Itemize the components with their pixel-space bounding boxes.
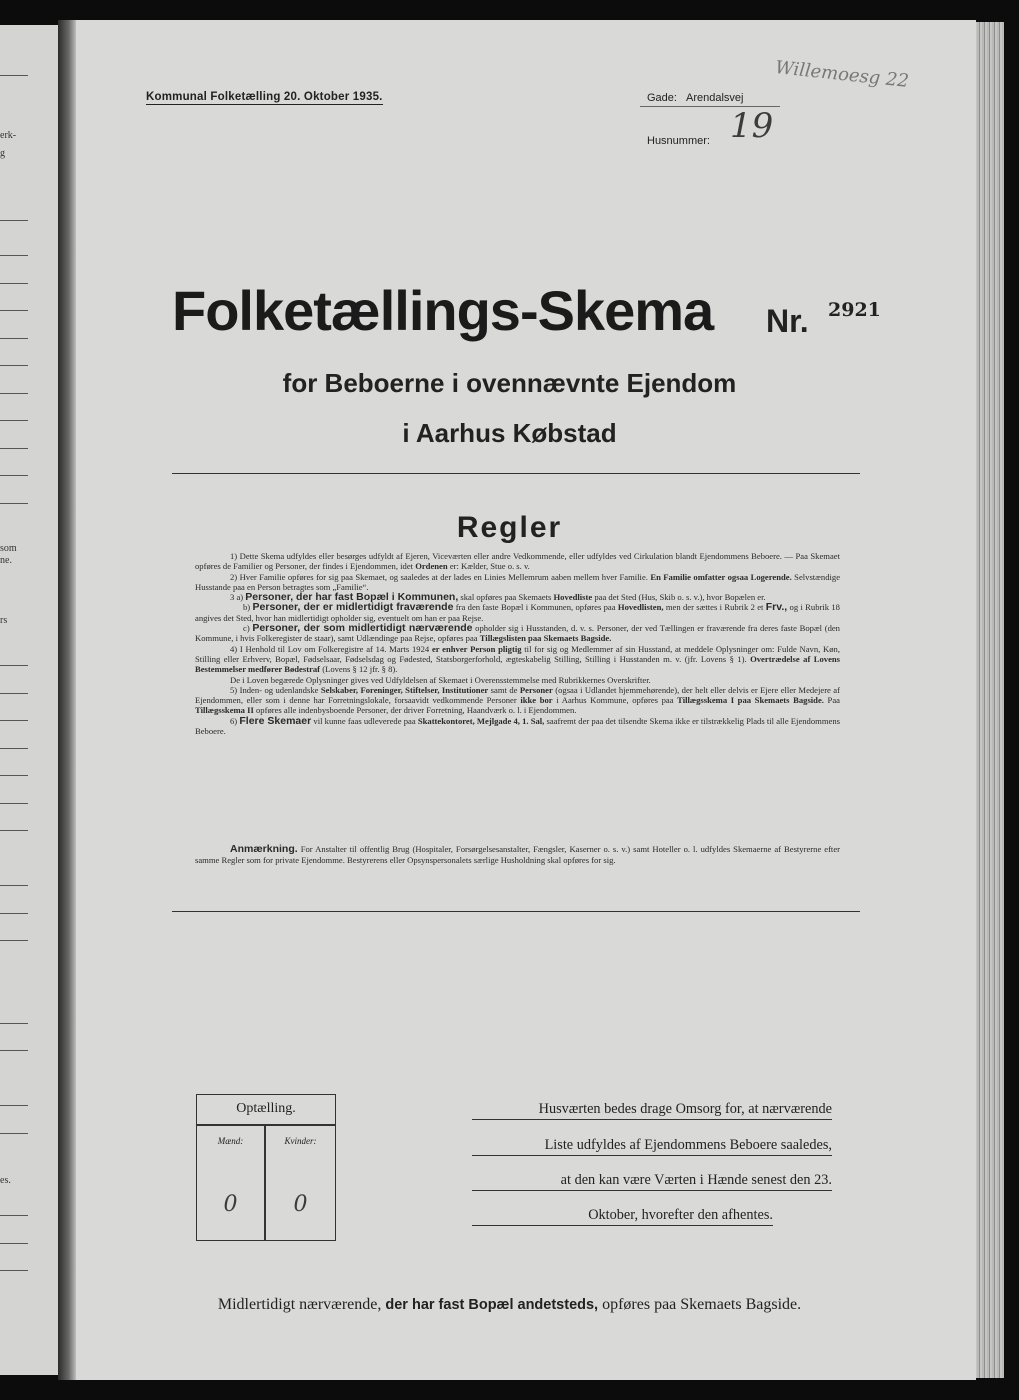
left-page-rule bbox=[0, 665, 28, 666]
left-page-rule bbox=[0, 365, 28, 366]
left-page-rule bbox=[0, 503, 28, 504]
tally-men-label: Mænd: bbox=[217, 1136, 244, 1146]
rule-3c bbox=[195, 623, 840, 644]
rule-text: 3 a) bbox=[230, 592, 244, 603]
form-number-value: 2921 bbox=[828, 299, 881, 321]
form-subtitle-location: i Aarhus Købstad bbox=[402, 418, 617, 448]
rule-bold: Personer, der er midlertidigt fraværende bbox=[252, 601, 454, 614]
left-page-fragment: erk- bbox=[0, 130, 17, 141]
rule-bold: Flere Skemaer bbox=[239, 714, 312, 727]
annotation-note-text: For Anstalter til offentlig Brug (Hospitaler, Forsørgelsesanstalter, Fængsler, Kaserner o. s. v.) samt Hoteller o. l. udfyldes Skemaerne af Bestyrerne efter samme Regler som for private Ejendomme. Bestyrerens eller Opsynspersonalets særlige Husholdning skal opføres for sig. bbox=[195, 844, 840, 865]
footer-note bbox=[0, 1296, 1019, 1314]
rule-text: 2) Hver Familie opføres for sig paa Skemaet, og saaledes at der lades en Linies Mellemrum aaben mellem hver Familie. bbox=[230, 571, 648, 582]
left-page-rule bbox=[0, 220, 28, 221]
rule-text: i Aarhus Kommune, opføres paa bbox=[556, 695, 674, 706]
left-page-rule bbox=[0, 885, 28, 886]
left-page-fragment: g bbox=[0, 148, 5, 159]
rules-heading: Regler bbox=[456, 511, 563, 544]
rule-bold: Tillægsskema II bbox=[195, 705, 254, 716]
rule-text: fra den faste Bopæl i Kommunen, opføres paa bbox=[455, 602, 616, 613]
rule-bold: Frv., bbox=[765, 601, 788, 614]
form-subtitle: for Beboerne i ovennævnte Ejendom bbox=[282, 368, 737, 398]
left-page-rule bbox=[0, 1215, 28, 1216]
left-page-rule bbox=[0, 475, 28, 476]
rule-text: vil kunne faas udleverede paa bbox=[313, 715, 416, 726]
left-page-rule bbox=[0, 693, 28, 694]
left-page-rule bbox=[0, 720, 28, 721]
left-page-fragment: es. bbox=[0, 1175, 11, 1186]
tally-women-label: Kvinder: bbox=[284, 1136, 317, 1146]
left-page-rule bbox=[0, 913, 28, 914]
rule-bold: Personer, der som midlertidigt nærværende bbox=[252, 622, 473, 635]
tally-women-value: 0 bbox=[293, 1192, 308, 1217]
rule-text: samt de bbox=[490, 684, 518, 695]
notice-line: Husværten bedes drage Omsorg for, at nærværende bbox=[472, 1101, 832, 1120]
footer-bold: der har fast Bopæl andetsteds, bbox=[385, 1297, 599, 1313]
rule-6 bbox=[195, 716, 840, 737]
footer-text: Midlertidigt nærværende, bbox=[217, 1296, 382, 1313]
rule-text: b) bbox=[243, 602, 251, 613]
left-page-rule bbox=[0, 775, 28, 776]
rule-text: De i Loven begærede Oplysninger gives ved Udfyldelsen af Skemaet i Overensstemmelse med Rubrikkernes Overskrifter. bbox=[230, 674, 651, 685]
rule-bold: Tillægsskema I paa Skemaets Bagside. bbox=[677, 695, 824, 706]
left-page-fragment: som bbox=[0, 543, 17, 554]
left-page-rule bbox=[0, 1105, 28, 1106]
census-header-title: Kommunal Folketælling 20. Oktober 1935. bbox=[146, 91, 383, 103]
rule-text: Selvstændige Husstande paa en Person betragtes som „Familie“. bbox=[195, 571, 841, 592]
rule-text: opholder sig i Husstanden, d. v. s. Personer, der ved Tællingen er fraværende fra deres faste Bopæl (den Kommune, i hvis Folkeregister de staar), samt Udlændinge paa Rejse, opføres paa bbox=[195, 623, 840, 644]
rule-3b bbox=[195, 602, 840, 623]
annotation-note-label: Anmærkning. bbox=[230, 843, 298, 855]
rule-text: saafremt der paa det tilsendte Skema ikke er tilstrækkelig Plads til alle Ejendommens Beboere. bbox=[195, 715, 840, 737]
tally-title: Optælling. bbox=[236, 1101, 296, 1116]
rule-text: er: Kælder, Stue o. s. v. bbox=[449, 561, 530, 572]
left-page-rule bbox=[0, 803, 28, 804]
left-page-rule bbox=[0, 830, 28, 831]
rule-text: men der sættes i Rubrik 2 et bbox=[665, 602, 764, 613]
rule-5 bbox=[195, 685, 840, 716]
rule-text: 6) bbox=[230, 715, 238, 726]
rule-bold: Personer bbox=[519, 684, 553, 695]
handwritten-annotation: Willemoesg 22 bbox=[774, 57, 910, 92]
left-page-rule bbox=[0, 310, 28, 311]
rules-text bbox=[195, 551, 840, 736]
rule-bold: er enhver Person pligtig bbox=[431, 643, 522, 654]
left-page-rule bbox=[0, 1270, 28, 1271]
tally-divider bbox=[196, 1124, 336, 1126]
rule-bold: Overtrædelse af Lovens Bestemmelser medfører Bødestraf bbox=[195, 653, 841, 675]
rule-bold: Ordenen bbox=[415, 561, 448, 572]
rule-bold: Hovedlisten, bbox=[617, 602, 664, 613]
tally-men-value: 0 bbox=[223, 1192, 238, 1217]
rule-bold: Tillægslisten paa Skemaets Bagside. bbox=[479, 633, 612, 644]
rule-text: opføres alle indenbysboende Personer, der driver Forretning, Haandværk o. l. i Ejendommen. bbox=[255, 705, 577, 716]
rule-4 bbox=[195, 644, 840, 675]
book-gutter bbox=[58, 20, 76, 1380]
rule-text: 5) Inden- og udenlandske bbox=[230, 684, 319, 695]
form-number-label: Nr. bbox=[766, 303, 809, 339]
gade-label: Gade: bbox=[647, 92, 677, 104]
rule-text: 4) I Henhold til Lov om Folkeregistre af 14. Marts 1924 bbox=[230, 643, 430, 654]
annotation-note bbox=[195, 844, 840, 865]
rule-1 bbox=[195, 551, 840, 572]
rule-text: skal opføres paa Skemaets bbox=[460, 592, 552, 603]
notice-line: at den kan være Værten i Hænde senest den 23. bbox=[472, 1172, 832, 1191]
rule-text: (ogsaa i Udlandet hjemmehørende), der helt eller delvis er Ejere eller Medejere af Ejendommen, eller som i denne har Forretningslokale, forsaavidt vedkommende Personer bbox=[195, 684, 840, 706]
rule-4-extra bbox=[195, 675, 840, 685]
rule-text: til for sig og Medlemmer af sin Husstand, at meddele Oplysninger om: Fulde Navn, Køn, Stilling eller Erhverv, Bopæl, Fødselsaar, Fødselsdag og Fødested, Statsborgerforhold, ægteskabelig Stilling, Stilling i Husstanden m. v. (jfr. Lovens § 1). bbox=[195, 643, 840, 664]
left-page-edge bbox=[0, 25, 58, 1375]
rule-text: 1) Dette Skema udfyldes eller besørges udfyldt af Ejeren, Viceværten eller andre Vedkommende, eller udfyldes ved Cirkulation blandt Ejendommens Beboere. — Paa Skemaet opføres de Familier og Personer, der findes i Ejendommen, idet bbox=[195, 551, 840, 572]
left-page-rule bbox=[0, 338, 28, 339]
left-page-rule bbox=[0, 283, 28, 284]
form-title: Folketællings-Skema bbox=[172, 279, 714, 342]
rule-bold: Hovedliste bbox=[553, 592, 593, 603]
rule-bold: ikke bor bbox=[520, 695, 553, 706]
footer-text: opføres paa Skemaets Bagside. bbox=[602, 1296, 802, 1313]
left-page-fragment: rs bbox=[0, 615, 8, 626]
rule-bold: Personer, der har fast Bopæl i Kommunen, bbox=[245, 591, 459, 604]
rule-text: c) bbox=[243, 623, 250, 634]
gade-value: Arendalsvej bbox=[686, 92, 744, 104]
rule-text: Paa bbox=[827, 695, 840, 706]
left-page-rule bbox=[0, 1050, 28, 1051]
rule-bold: Skattekontoret, Mejlgade 4, 1. Sal, bbox=[417, 715, 545, 726]
husnummer-value: 19 bbox=[730, 106, 774, 146]
rule-text: (Lovens § 12 jfr. § 8). bbox=[322, 664, 398, 675]
rule-bold: Selskaber, Foreninger, Stiftelser, Institutioner bbox=[320, 684, 489, 695]
left-page-fragment: ne. bbox=[0, 555, 12, 566]
rule-text: paa det Sted (Hus, Skib o. s. v.), hvor Bopælen er. bbox=[594, 592, 766, 603]
notice-line: Oktober, hvorefter den afhentes. bbox=[472, 1207, 773, 1226]
left-page-rule bbox=[0, 940, 28, 941]
notice-line: Liste udfyldes af Ejendommens Beboere saaledes, bbox=[472, 1137, 832, 1156]
husnummer-label: Husnummer: bbox=[647, 135, 710, 147]
left-page-rule bbox=[0, 75, 28, 76]
left-page-rule bbox=[0, 1023, 28, 1024]
rule-2 bbox=[195, 572, 840, 593]
left-page-rule bbox=[0, 748, 28, 749]
rule-text: og i Rubrik 18 angives det Sted, hvor han midlertidigt opholder sig, eventuelt om han er paa Rejse. bbox=[195, 602, 840, 623]
left-page-rule bbox=[0, 1133, 28, 1134]
rule-bold: En Familie omfatter ogsaa Logerende. bbox=[650, 571, 792, 582]
left-page-rule bbox=[0, 255, 28, 256]
left-page-rule bbox=[0, 1243, 28, 1244]
divider-bottom bbox=[172, 911, 860, 912]
divider-top bbox=[172, 473, 860, 474]
